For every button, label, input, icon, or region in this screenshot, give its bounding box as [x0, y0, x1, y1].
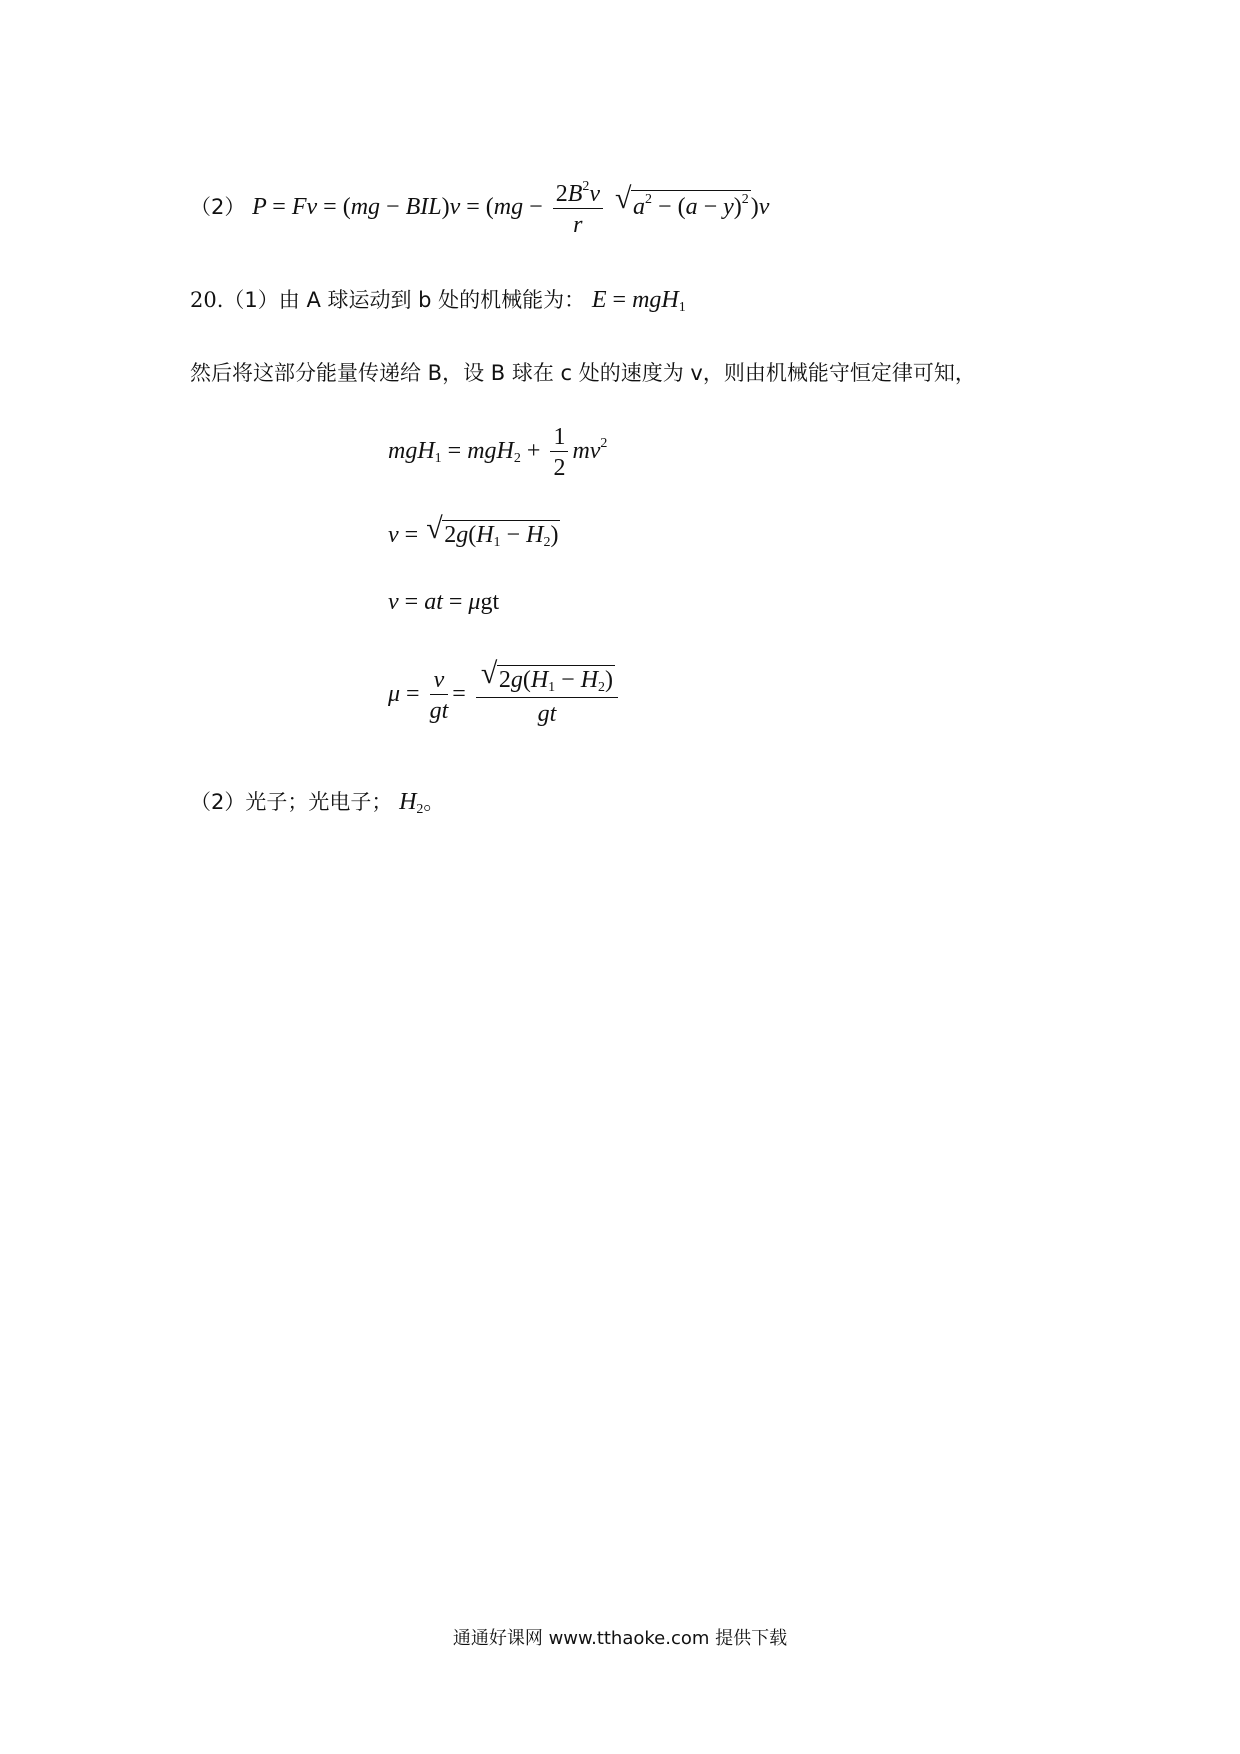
- equation-energy-conservation: mgH$_1$ = mgH$_2$ + $\frac{1}{2}$ $mv^2$: [388, 424, 608, 481]
- footer-suffix: 提供下载: [715, 1628, 788, 1649]
- sqrt-velocity: √ $2g(H_1 - H_2)$: [426, 512, 559, 550]
- q20-part2-text: 光子；光电子；: [245, 790, 393, 814]
- power-formula: P = Fv = (mg − BIL)v = (mg − $\frac{2B^2v}{r}$ √ $a^2 - (a - y)^2)v$: [252, 179, 770, 238]
- footer-site-name: 通通好课网: [452, 1628, 543, 1649]
- q20-part2: （2）光子；光电子； $H_2$。: [190, 789, 445, 817]
- sqrt-expression: √ $a^2 - (a - y)^2$: [615, 182, 749, 221]
- fraction-v-over-gt: $\frac{v}{gt}$: [429, 667, 449, 724]
- question-number: 20.: [190, 288, 224, 312]
- equation-power: [190, 180, 769, 237]
- q20-line1: [190, 288, 686, 315]
- fraction-sqrt-over-gt: √ $2g(H_1 - H_2)$ gt: [476, 665, 618, 726]
- equation-friction-coefficient: μ = $\frac{v}{gt}$ = √ $2g(H_1 - H_2)$ gt: [388, 665, 622, 726]
- equation-acceleration: v = at = μgt: [388, 589, 500, 615]
- q20-line2: 然后将这部分能量传递给 B，设 B 球在 c 处的速度为 v，则由机械能守恒定律可知，: [190, 361, 976, 385]
- fraction-one-half: $\frac{1}{2}$: [550, 425, 568, 480]
- part-label: （1）: [223, 288, 279, 312]
- equation-velocity: v = √ $2g(H_1 - H_2)$: [388, 512, 559, 550]
- q20-line1-text: 由 A 球运动到 b 处的机械能为：: [278, 288, 586, 312]
- part-label: （2）: [190, 195, 246, 220]
- page-footer: [0, 1624, 1240, 1650]
- part-label: （2）: [190, 790, 246, 814]
- footer-url[interactable]: www.tthaoke.com: [548, 1628, 710, 1649]
- fraction-2b2v-over-r: $\frac{2B^2v}{r}$: [553, 180, 603, 237]
- energy-formula: E = mgH$_1$: [591, 287, 686, 315]
